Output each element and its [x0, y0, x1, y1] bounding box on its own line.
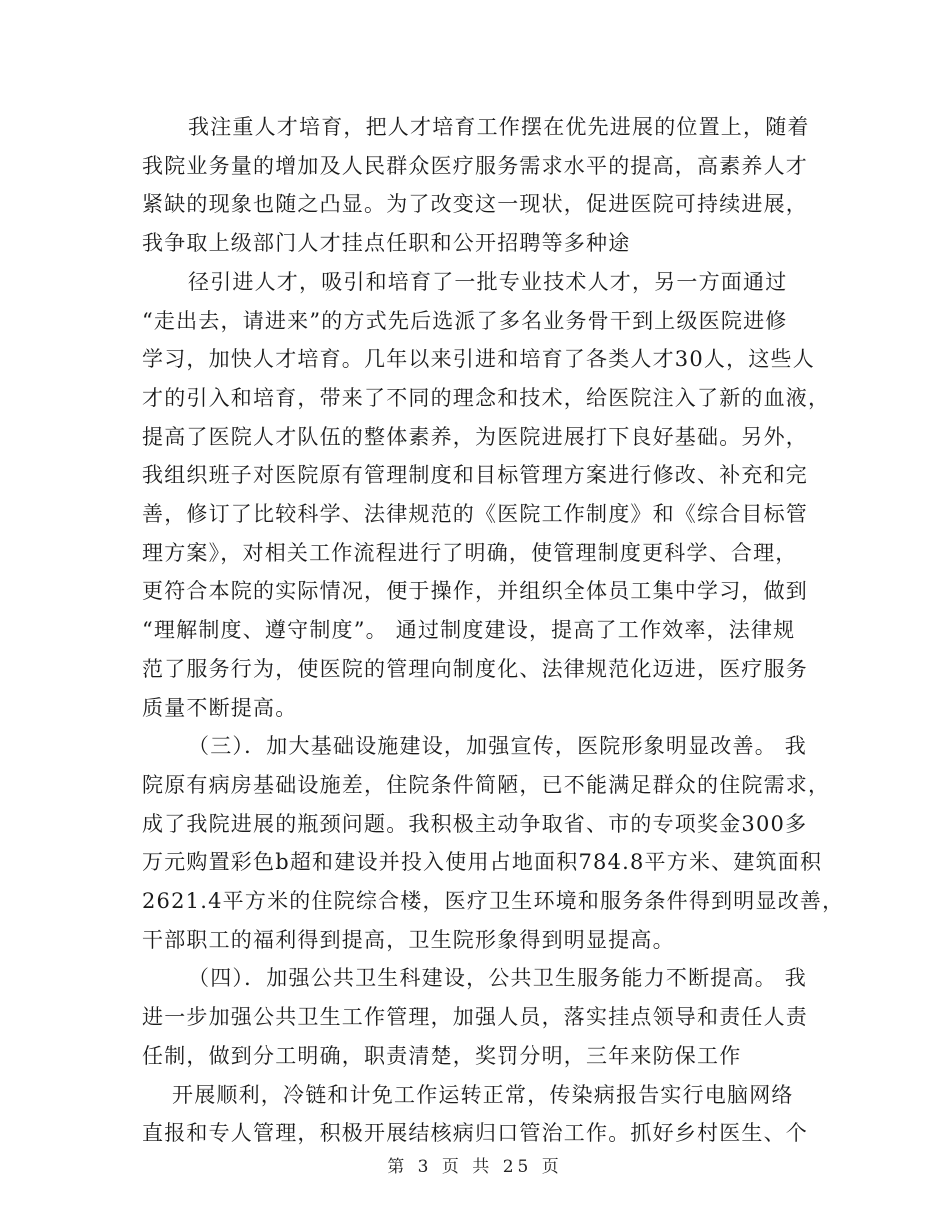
paragraph-line: 我注重人才培育，把人才培育工作摆在优先进展的位置上，随着: [188, 115, 810, 139]
paragraph-line: 紧缺的现象也随之凸显。为了改变这一现状，促进医院可持续进展，: [142, 192, 808, 217]
paragraph-line: 成了我院进展的瓶颈问题。我积极主动争取省、市的专项奖金300多: [142, 811, 808, 836]
paragraph-line: 万元购置彩色b超和建设并投入使用占地面积784.8平方米、建筑面积: [142, 850, 823, 875]
paragraph-line: “走出去，请进来”的方式先后选派了多名业务骨干到上级医院进修: [142, 308, 788, 333]
section-heading-line: （四）．加强公共卫生科建设，公共卫生服务能力不断提高。 我: [188, 966, 807, 991]
paragraph-line: 2621.4平方米的住院综合楼，医疗卫生环境和服务条件得到明显改善，: [142, 889, 845, 914]
paragraph-line: 进一步加强公共卫生工作管理，加强人员，落实挂点领导和责任人责: [142, 1005, 808, 1030]
paragraph-line: “理解制度、遵守制度”。 通过制度建设，提高了工作效率，法律规: [142, 618, 796, 643]
paragraph-line: 质量不断提高。: [142, 695, 298, 720]
paragraph-line: 我争取上级部门人才挂点任职和公开招聘等多种途: [142, 231, 631, 256]
section-heading-line: （三）．加大基础设施建设，加强宣传，医院形象明显改善。 我: [188, 734, 807, 759]
paragraph-line: 任制，做到分工明确，职责清楚，奖罚分明，三年来防保工作: [142, 1043, 742, 1068]
paragraph-line: 学习，加快人才培育。几年以来引进和培育了各类人才30人，这些人: [142, 347, 815, 372]
paragraph-line: 善，修订了比较科学、法律规范的《医院工作制度》和《综合目标管: [142, 502, 808, 527]
paragraph-line: 理方案》，对相关工作流程进行了明确，使管理制度更科学、合理，: [142, 540, 798, 565]
paragraph-line: 才的引入和培育，带来了不同的理念和技术，给医院注入了新的血液，: [142, 385, 831, 410]
paragraph-line: 我组织班子对医院原有管理制度和目标管理方案进行修改、补充和完: [142, 463, 808, 488]
paragraph-line: 直报和专人管理，积极开展结核病归口管治工作。抓好乡村医生、个: [142, 1121, 808, 1146]
paragraph-line: 院原有病房基础设施差，住院条件简陋，已不能满足群众的住院需求，: [142, 772, 831, 797]
paragraph-line: 我院业务量的增加及人民群众医疗服务需求水平的提高，高素养人才: [142, 153, 808, 178]
paragraph-line: 提高了医院人才队伍的整体素养，为医院进展打下良好基础。另外，: [142, 424, 808, 449]
paragraph-line: 更符合本院的实际情况，便于操作，并组织全体员工集中学习，做到: [142, 579, 808, 604]
paragraph-line: 干部职工的福利得到提高，卫生院形象得到明显提高。: [142, 927, 675, 952]
page-number-footer: 第 3 页 共 25 页: [387, 1157, 563, 1177]
paragraph-line: 范了服务行为，使医院的管理向制度化、法律规范化迈进，医疗服务: [142, 656, 808, 681]
paragraph-line: 开展顺利，冷链和计免工作运转正常，传染病报告实行电脑网络: [172, 1082, 794, 1107]
paragraph-line: 径引进人才，吸引和培育了一批专业技术人才，另一方面通过: [188, 269, 788, 294]
body-text: [142, 108, 845, 1153]
